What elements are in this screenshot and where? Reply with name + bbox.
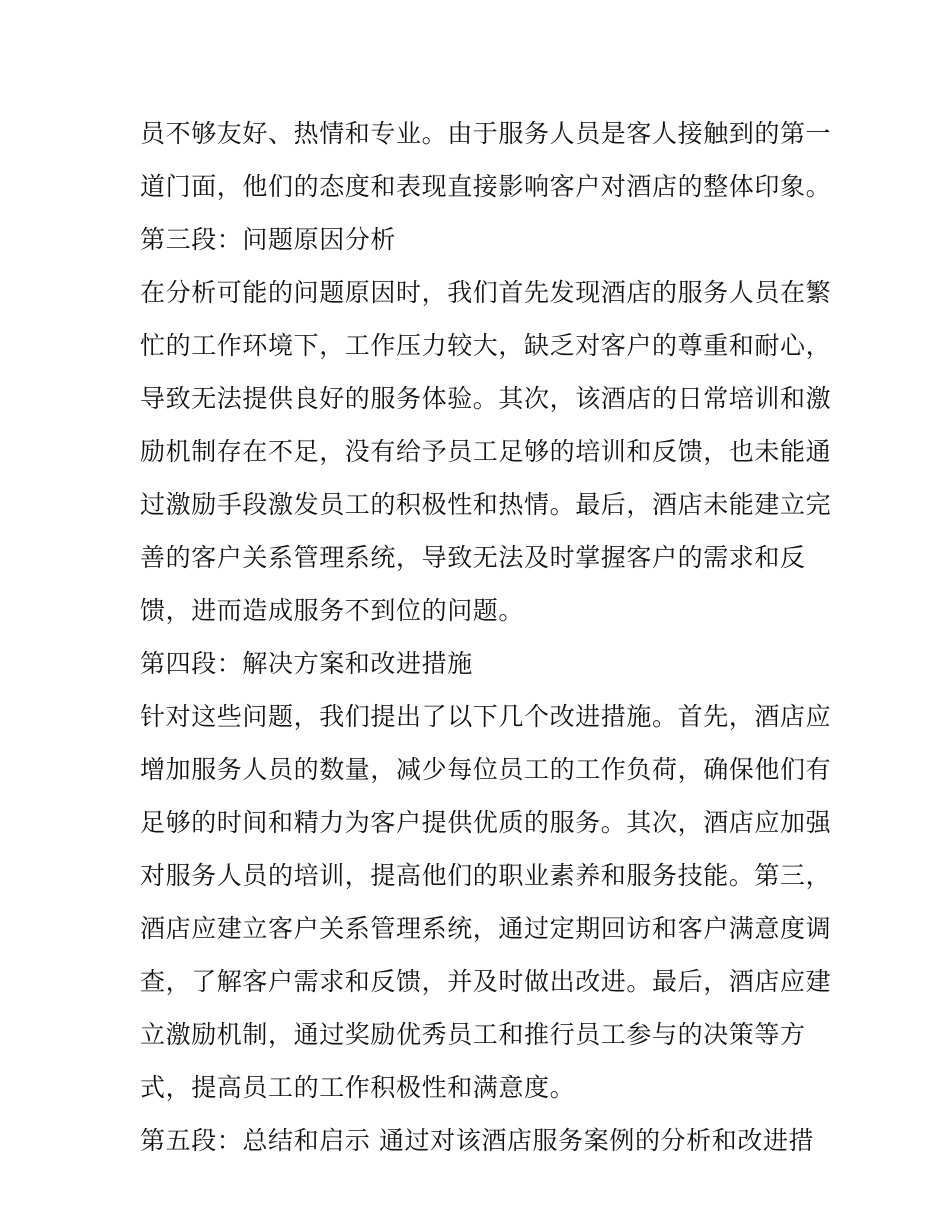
text-line: 立激励机制，通过奖励优秀员工和推行员工参与的决策等方 xyxy=(140,1020,806,1049)
text-line: 过激励手段激发员工的积极性和热情。最后，酒店未能建立完 xyxy=(140,490,832,519)
text-line: 员不够友好、热情和专业。由于服务人员是客人接触到的第一 xyxy=(140,119,832,148)
text-line: 酒店应建立客户关系管理系统，通过定期回访和客户满意度调 xyxy=(140,914,832,943)
text-line: 增加服务人员的数量，减少每位员工的工作负荷，确保他们有 xyxy=(140,755,832,784)
text-line: 对服务人员的培训，提高他们的职业素养和服务技能。第三， xyxy=(140,861,832,890)
section-heading: 第五段：总结和启示 通过对该酒店服务案例的分析和改进措 xyxy=(140,1126,815,1155)
body-text xyxy=(140,107,832,1167)
section-heading: 第三段：问题原因分析 xyxy=(140,225,397,254)
text-line: 馈，进而造成服务不到位的问题。 xyxy=(140,596,525,625)
text-line: 忙的工作环境下，工作压力较大，缺乏对客户的尊重和耐心， xyxy=(140,331,832,360)
text-line: 善的客户关系管理系统，导致无法及时掌握客户的需求和反 xyxy=(140,543,806,572)
text-line: 查，了解客户需求和反馈，并及时做出改进。最后，酒店应建 xyxy=(140,967,832,996)
text-line: 足够的时间和精力为客户提供优质的服务。其次，酒店应加强 xyxy=(140,808,832,837)
text-line: 导致无法提供良好的服务体验。其次，该酒店的日常培训和激 xyxy=(140,384,832,413)
text-line: 式，提高员工的工作积极性和满意度。 xyxy=(140,1073,576,1102)
text-line: 励机制存在不足，没有给予员工足够的培训和反馈，也未能通 xyxy=(140,437,832,466)
text-line: 针对这些问题，我们提出了以下几个改进措施。首先，酒店应 xyxy=(140,702,832,731)
text-line: 在分析可能的问题原因时，我们首先发现酒店的服务人员在繁 xyxy=(140,278,832,307)
text-line: 道门面，他们的态度和表现直接影响客户对酒店的整体印象。 xyxy=(140,172,832,201)
section-heading: 第四段：解决方案和改进措施 xyxy=(140,649,473,678)
